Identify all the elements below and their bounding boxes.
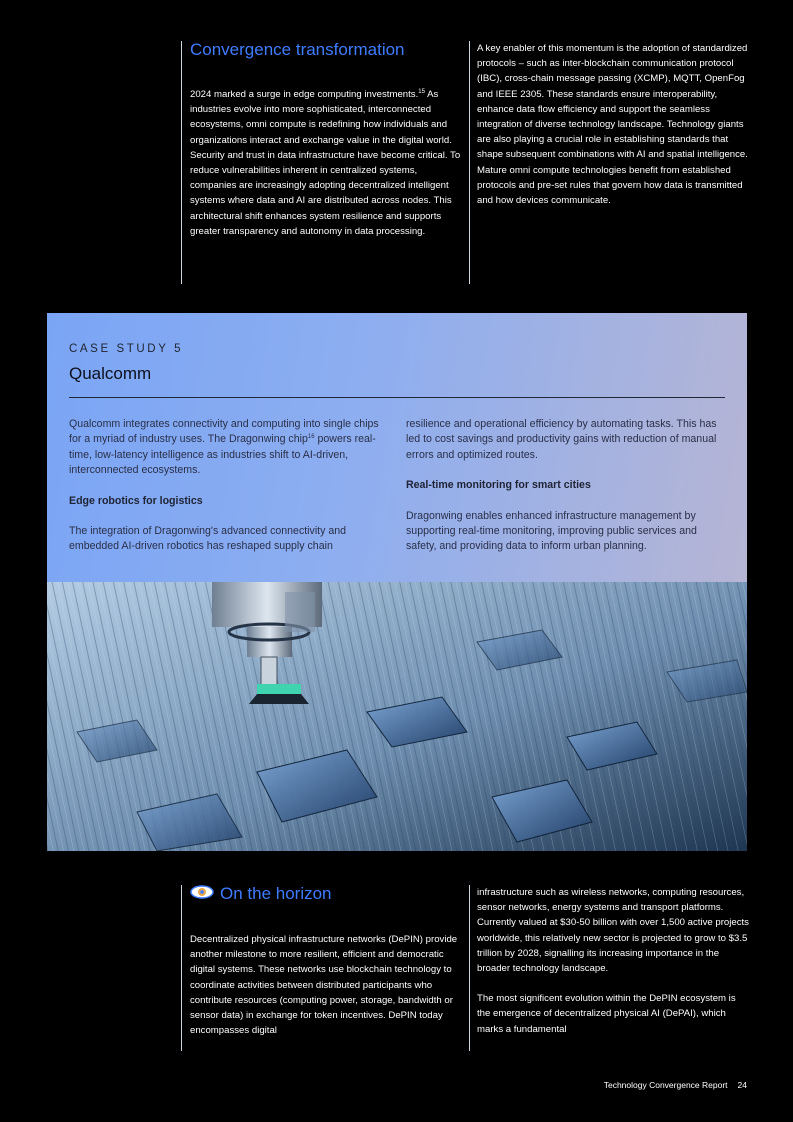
depin-paragraph: Decentralized physical infrastructure networks (DePIN) provide another milestone to more resilient, efficient and democratic digital systems. These networks use blockchain technology to coordinate activities between distributed participants who contribute resources (computing power, storage, bandwidth or sensor data) in exchange for token incentives. DePIN today encompasses digital <box>190 934 458 1037</box>
page-number: 24 <box>737 1080 747 1090</box>
case-study-label: CASE STUDY 5 <box>69 343 184 355</box>
left-column-rule <box>181 41 182 284</box>
report-title: Technology Convergence Report <box>603 1080 728 1090</box>
case-subheading: Real-time monitoring for smart cities <box>406 479 591 492</box>
section-heading: On the horizon <box>190 884 332 904</box>
case-study-right-column <box>406 417 724 570</box>
convergence-left-column <box>190 87 465 239</box>
right-column-rule <box>469 41 470 284</box>
left-column-rule <box>181 885 182 1051</box>
chip-robotics-photo <box>47 582 747 851</box>
case-study-box <box>47 313 747 582</box>
case-study-divider <box>69 397 725 398</box>
convergence-paragraph: 2024 marked a surge in edge computing investments.$^{15}$ As industries evolve into more sophisticated, interconnected ecosystems, omni compute is redefining how individuals and organizations interact and exchange value in the digital world. Security and trust in data infrastructure have become critical. To reduce vulnerabilities inherent in centralized systems, companies are increasingly adopting decentralized intelligent systems where data and AI are distributed across nodes. This architectural shift enhances system resilience and supports greater transparency and autonomy in data processing. <box>190 89 461 237</box>
protocols-paragraph: A key enabler of this momentum is the adoption of standardized protocols – such as inter-blockchain communication protocol (IBC), cross-chain message passing (XCMP), MQTT, OpenFog and IEEE 2305. These standards ensure interoperability, enhance data flow efficiency and support the seamless integration of diverse technology landscape. Technology giants are also playing a crucial role in establishing standards that shape subsequent combinations with AI and spatial intelligence. Mature omni compute technologies benefit from established protocols and pre-set rules that govern how data is transmitted and how devices communicate. <box>477 43 748 207</box>
case-study-title: Qualcomm <box>69 364 152 383</box>
case-subheading: Edge robotics for logistics <box>69 494 203 507</box>
depin-paragraph: infrastructure such as wireless networks, computing resources, sensor networks, energy systems and transport platforms. Currently valued at $30-50 billion with over 1,500 active projects worldwide, this relatively new sector is projected to grow to $3.5 trillion by 2028, signalling its increasing importance in the broader technology landscape. <box>477 887 749 975</box>
footnote-ref[interactable]: 16 <box>307 434 315 441</box>
horizon-right-column <box>477 885 749 1037</box>
footnote-ref[interactable]: 15 <box>418 89 425 95</box>
case-intro: Qualcomm integrates connectivity and computing into single chips for a myriad of industry uses. The Dragonwing chip$^{16}$ powers real-time, low-latency intelligence as industries shift to AI-driven, interconnected ecosystems. <box>69 418 379 477</box>
case-paragraph: resilience and operational efficiency by automating tasks. This has led to cost savings and productivity gains with reduction of manual errors and optimized routes. <box>406 418 717 461</box>
section-heading: Convergence transformation <box>190 40 405 59</box>
right-column-rule <box>469 885 470 1051</box>
depai-paragraph: The most significent evolution within the DePIN ecosystem is the emergence of decentralized physical AI (DePAI), which marks a fundamental <box>477 993 736 1035</box>
eye-icon <box>190 884 214 904</box>
case-paragraph: The integration of Dragonwing's advanced connectivity and embedded AI-driven robotics has reshaped supply chain <box>69 525 347 553</box>
case-study-left-column <box>69 417 387 570</box>
convergence-right-column <box>477 41 749 208</box>
case-paragraph: Dragonwing enables enhanced infrastructure management by supporting real-time monitoring, improving public services and safety, and providing data to inform urban planning. <box>406 509 697 553</box>
page-footer <box>604 1080 747 1090</box>
horizon-left-column <box>190 932 465 1038</box>
